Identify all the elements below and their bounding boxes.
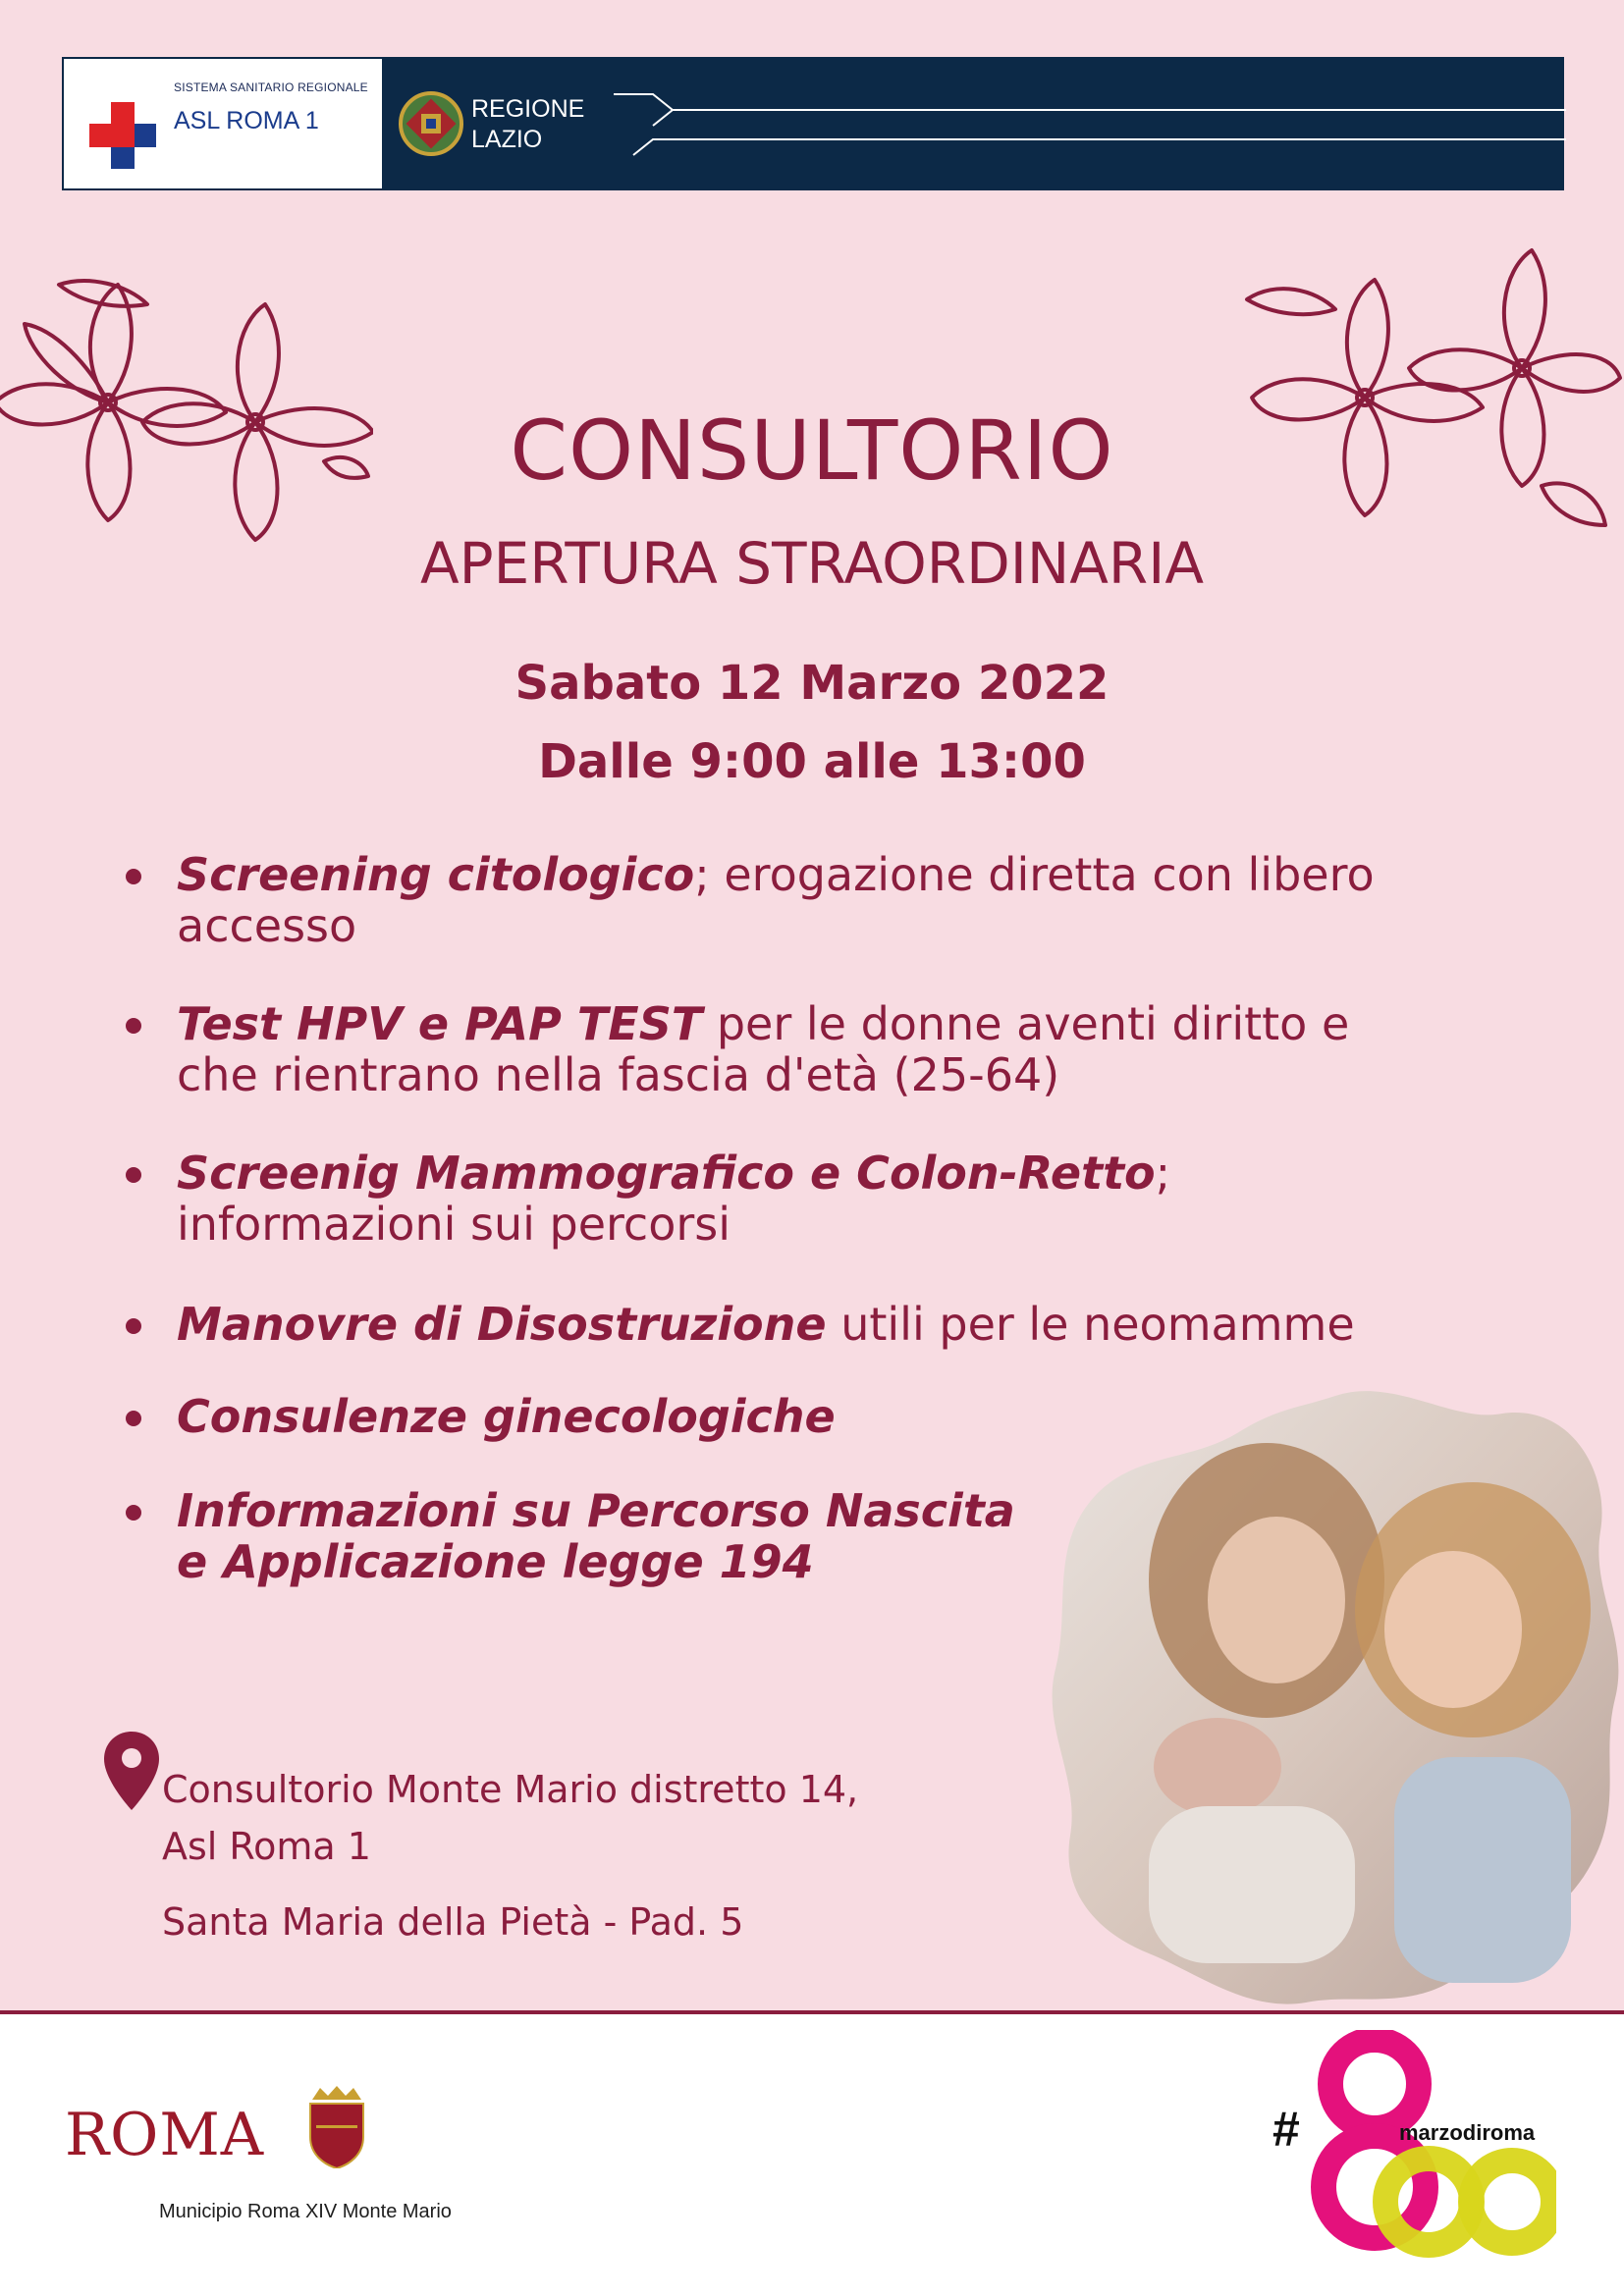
event-time: Dalle 9:00 alle 13:00 <box>538 734 1086 789</box>
mother-baby-photo <box>1041 1384 1624 2012</box>
list-item: Screenig Mammografico e Colon-Retto; informazioni sui percorsi <box>118 1148 1424 1250</box>
list-item: Screening citologico; erogazione diretta con libero accesso <box>118 849 1424 951</box>
location-pin-icon <box>102 1730 161 1812</box>
asl-system-label: SISTEMA SANITARIO REGIONALE <box>174 80 368 94</box>
municipio-label: Municipio Roma XIV Monte Mario <box>159 2201 452 2222</box>
roma-logo-text: ROMA <box>65 2101 265 2169</box>
page-subtitle: APERTURA STRAORDINARIA <box>419 530 1205 597</box>
red-cross-icon <box>89 102 156 169</box>
address-line-2: Asl Roma 1 <box>162 1825 371 1868</box>
asl-name: ASL ROMA 1 <box>174 107 319 134</box>
header-decorative-lines <box>614 88 1566 159</box>
list-item: Manovre di Disostruzione utili per le neomamme <box>118 1299 1424 1350</box>
roma-crest-icon <box>306 2086 367 2168</box>
campaign-hash: # <box>1272 2102 1300 2157</box>
regione-lazio-emblem-icon <box>398 88 464 159</box>
campaign-label: marzodiroma <box>1399 2120 1536 2145</box>
asl-logo-box <box>64 59 382 188</box>
address-line-1: Consultorio Monte Mario distretto 14, <box>162 1768 859 1811</box>
flower-right-illustration <box>1218 240 1624 545</box>
marzodiroma-logo <box>1301 2030 1556 2266</box>
page-title: CONSULTORIO <box>510 402 1114 499</box>
regione-lazio-label: REGIONE LAZIO <box>471 95 585 153</box>
list-item: Test HPV e PAP TEST per le donne aventi diritto e che rientrano nella fascia d'età (25-64) <box>118 998 1424 1100</box>
list-item: Informazioni su Percorso Nascita e Applicazione legge 194 <box>118 1485 1021 1587</box>
event-date: Sabato 12 Marzo 2022 <box>514 656 1110 711</box>
list-item: Consulenze ginecologiche <box>118 1391 1424 1442</box>
header-logos-bar <box>62 57 1564 190</box>
address-line-3: Santa Maria della Pietà - Pad. 5 <box>162 1900 744 1944</box>
